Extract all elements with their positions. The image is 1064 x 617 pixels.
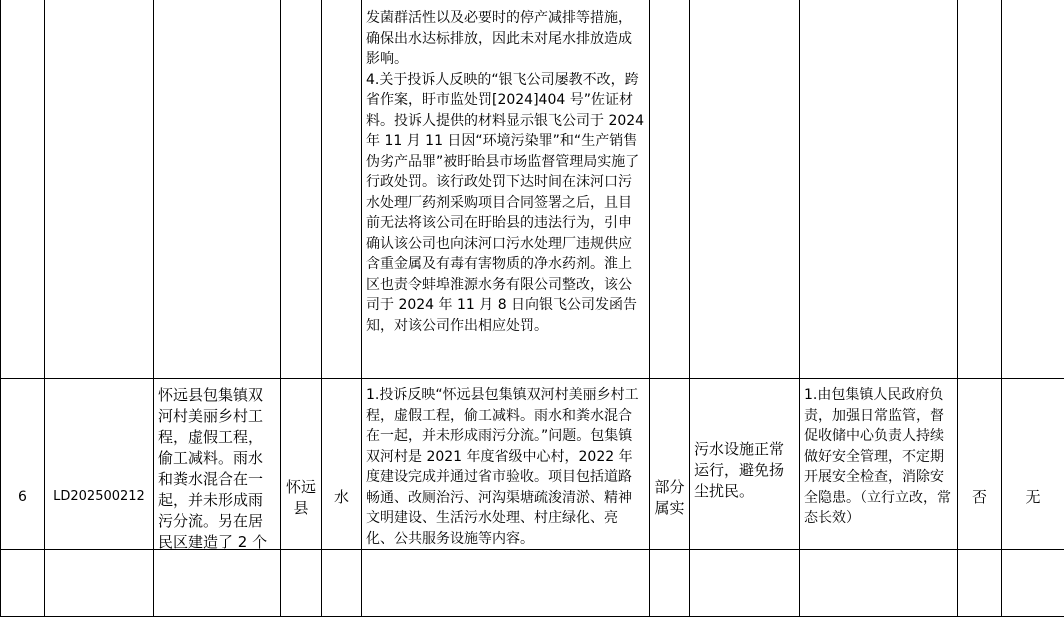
category-cell bbox=[322, 0, 362, 379]
rectification-cell bbox=[800, 0, 958, 379]
responsible-cell: 无 bbox=[1002, 379, 1064, 617]
index-cell: 6 bbox=[1, 379, 45, 617]
is-true-cell: 部分属实 bbox=[650, 379, 690, 617]
measures-cell bbox=[690, 0, 800, 379]
accountability-cell bbox=[958, 0, 1002, 379]
table-row bbox=[1, 379, 1064, 617]
responsible-cell bbox=[1002, 0, 1064, 379]
table-row bbox=[1, 0, 1064, 379]
accountability-cell: 否 bbox=[958, 379, 1002, 617]
complaint-cell: 怀远县包集镇双河村美丽乡村工程，虚假工程，偷工减料。雨水和粪水混合在一起，并未形成雨污分流。另在居民区建造了 2 个 bbox=[154, 379, 281, 617]
measures-cell: 污水设施正常运行，避免扬尘扰民。 bbox=[690, 379, 800, 617]
is-true-cell bbox=[650, 0, 690, 379]
county-cell: 怀远县 bbox=[281, 379, 322, 617]
category-cell: 水 bbox=[322, 379, 362, 617]
verification-cell: 1.投诉反映“怀远县包集镇双河村美丽乡村工程，虚假工程，偷工减料。雨水和粪水混合在一起，并未形成雨污分流。”问题。包集镇双河村是 2021 年度省级中心村，2022 年度建设完成并通过省市验收。项目包括道路畅通、改厕治污、河沟渠塘疏浚清淤、精神文明建设、生活污水处理、村庄绿化、亮化、公共服务设施等内容。 bbox=[362, 379, 650, 617]
table-bottom-border bbox=[0, 549, 1064, 550]
complaint-cell bbox=[154, 0, 281, 379]
index-cell bbox=[1, 0, 45, 379]
code-cell: LD202500212 bbox=[45, 379, 154, 617]
code-cell bbox=[45, 0, 154, 379]
rectification-cell: 1.由包集镇人民政府负责，加强日常监管，督促收储中心负责人持续做好安全管理，不定期开展安全检查，消除安全隐患。（立行立改，常态长效） bbox=[800, 379, 958, 617]
county-cell bbox=[281, 0, 322, 379]
verification-cell: 发菌群活性以及必要时的停产减排等措施，确保出水达标排放，因此未对尾水排放造成影响。 4.关于投诉人反映的“银飞公司屡教不改，跨省作案，盱市监处罚[2024]404 号”佐证材料。投诉人提供的材料显示银飞公司于 2024 年 11 月 11 日因“环境污染罪”和“生产销售伪劣产品罪”被盱眙县市场监督管理局实施了行政处罚。该行政处罚下达时间在沫河口污水处理厂药剂采购项目合同签署之后，且目前无法将该公司在盱眙县的违法行为，引申确认该公司也向沫河口污水处理厂违规供应含重金属及有毒有害物质的净水药剂。淮上区也责令蚌埠淮源水务有限公司整改，该公司于 2024 年 11 月 8 日向银飞公司发函告知，对该公司作出相应处罚。 bbox=[362, 0, 650, 379]
